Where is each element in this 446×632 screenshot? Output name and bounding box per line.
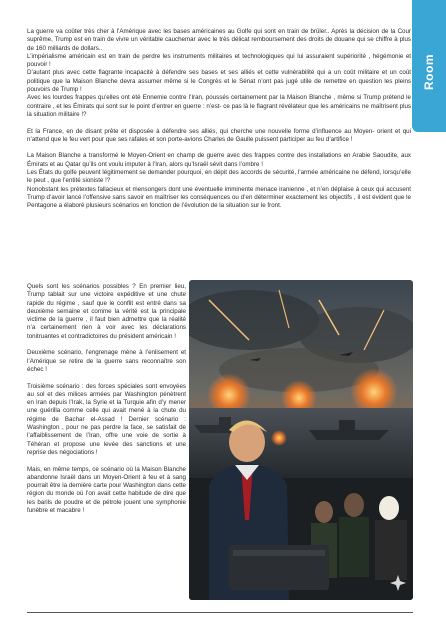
paragraph: Nonobstant les prétextes fallacieux et mensongers dont une éventuelle imminente menace iranienne , et n’en déplaise à ceux qui accusent Trump d’avoir lancé l’offensive sans savoir en maîtriser les conséquences ou d’en déterminer exactement les objectifs , il est évident que le Pentagone a élaboré plusieurs scénarios en fonction de l’évolution de la situation sur le front. [27, 185, 411, 210]
paragraph: Deuxième scénario, l’engrenage mène à l’enlisement et l’Amérique se retire de la guerre sans reconnaître son échec ! [27, 349, 186, 373]
article-left-column [27, 283, 186, 524]
paragraph: D’autant plus avec cette flagrante incapacité à défendre ses bases et ses alliés et cette vulnérabilité qui a un coût militaire et un coût politique que la Maison Blanche devra assumer même si le Congrès et le Sénat n’ont pas jugé utile de remettre en question les pleins pouvoirs de Trump ! [27, 69, 411, 94]
war-illustration [189, 280, 413, 600]
paragraph: Les États du golfe peuvent légitimement se demander pourquoi, en dépit des accords de sécurité, l’armée américaine ne défend, lorsqu’elle le peut , que l’entité sioniste !? [27, 169, 411, 185]
article-top-text [27, 28, 411, 211]
figure-head [315, 501, 333, 523]
paragraph-gap [27, 144, 411, 152]
figure-head [344, 493, 364, 517]
explosion [271, 430, 287, 446]
section-tab-label: Room [422, 54, 436, 90]
paragraph: Et la France, en de disant prête et disposée à défendre ses alliés, qui cherche une nouvelle forme d’influence au Moyen- orient et qui n’attend que le feu vert pour que ses rafales et son porte-avions Charles de Gaulle puissent participer au feu d’artifice ! [27, 127, 411, 143]
illustration-artwork [189, 280, 413, 600]
figure-body [339, 517, 369, 577]
paragraph-gap [27, 119, 411, 127]
warship [309, 430, 389, 440]
footer-divider [27, 612, 413, 613]
briefcase-panel [233, 550, 325, 556]
paragraph: La guerre va coûter très cher à l’Amérique avec les bases américaines au Golfe qui sont en train de brûler.. Après la décision de la Cour suprême, Trump est en train de vivre un véritable cauchemar avec le très délicat remboursement des droits de douane qui se chiffre à plus de 160 milliards de dollars.. [27, 28, 411, 52]
paragraph: L’impérialisme américain est en train de perdre les instruments militaires et technologiques qui lui assuraient supériorité , hégémonie et pouvoir ! [27, 52, 411, 69]
figure-body [375, 520, 407, 580]
section-tab [412, 0, 446, 132]
paragraph: Avec les lourdes frappes qu’elles ont été Ennemie contre l’Iran, poussés certainement par la Maison Blanche , même si Trump prétend le contraire , et les Émirats qui sont sur le point d’entrer en guerre : n’est- ce pas là le flagrant révélateur que les américains ne maîtrisent plus la situation militaire !? [27, 94, 411, 118]
paragraph: Quels sont les scénarios possibles ? En premier lieu, Trump tablait sur une victoire expéditive et une chute rapide du régime , sauf que le conflit est entré dans sa deuxième semaine et comme la vérité est la principale victime de la guerre , il faut bien admettre que la réalité n’a certainement rien à voir avec les déclarations tonitruantes et contradictoires du président américain ! [27, 283, 186, 340]
warship-tower [219, 417, 231, 425]
paragraph: Troisième scénario : des forces spéciales sont envoyées au sol et des milices armées par Washington pénètrent en Iran depuis l’Irak, la Syrie et la Turquie afin d’y mener une guérilla comme celle qui avait mené à la chute du régime de Bachar el-Assad ! Dernier scénario : Washington , pour ne pas perdre la face, se satisfait de l’affaiblissement de l’Iran, offre une voie de sortie à Téhéran et propose une levée des sanctions et une reprise des négociations ! [27, 382, 186, 456]
paragraph: Mais, en même temps, ce scénario où la Maison Blanche abandonne Israël dans un Moyen-Orient à feu et à sang pourrait être la dernière carte pour Washington dans cette région du monde où l’on avait cette habitude de dire que les barils de poudre et de pétrole jouent une symphonie funèbre et macabre ! [27, 465, 186, 515]
warship-tower [339, 420, 355, 430]
figure-turban [379, 496, 399, 520]
paragraph: La Maison Blanche a transformé le Moyen-Orient en champ de guerre avec des frappes contre des installations en Arabie Saoudite, aux Émirats et au Qatar qu’ils ont voulu imputer à l’Iran, alors qu’Israël sévit dans l’ombre ! [27, 152, 411, 168]
